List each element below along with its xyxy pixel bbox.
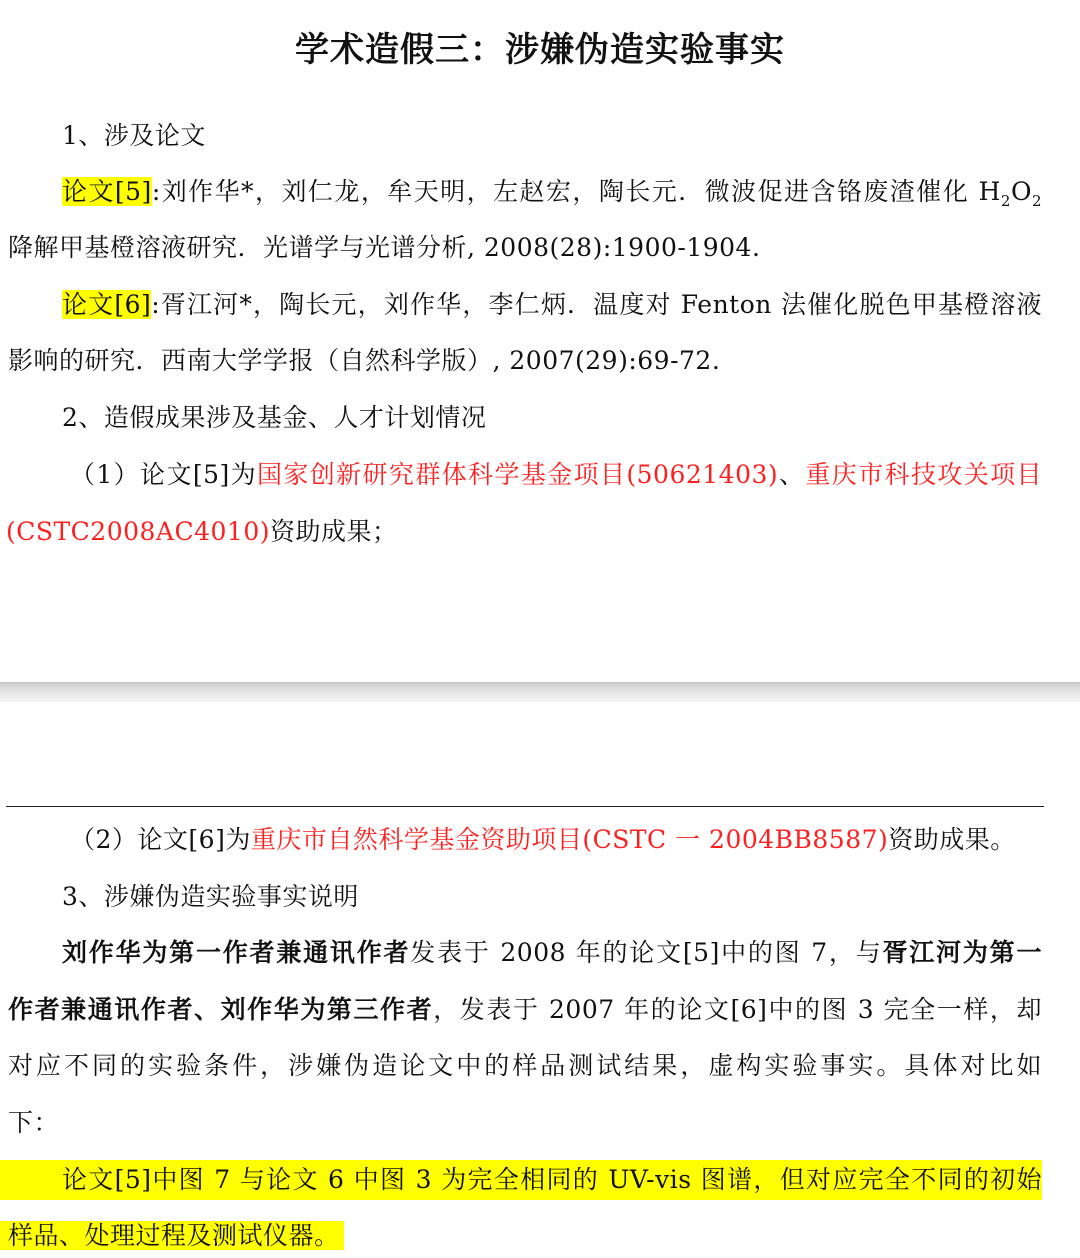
explanation-line-1 xyxy=(0,933,1080,973)
funding-2-tail: 资助成果。 xyxy=(888,825,1016,854)
explanation-line-2 xyxy=(0,990,1080,1030)
explanation-line-4: 下： xyxy=(8,1108,60,1137)
explanation-text-1: 发表于 2008 年的论文[5]中的图 7，与 xyxy=(410,938,883,967)
section-2-heading: 2、造假成果涉及基金、人才计划情况 xyxy=(62,403,487,432)
funding-1-line-2 xyxy=(0,512,1080,552)
conclusion-line-2 xyxy=(0,1216,1080,1256)
section-1-heading: 1、涉及论文 xyxy=(62,121,206,150)
funding-2-lead: （2）论文[6]为 xyxy=(70,825,251,854)
funding-1-lead: （1）论文[5]为 xyxy=(70,460,258,489)
conclusion-highlight-2: 样品、处理过程及测试仪器。 xyxy=(0,1221,344,1250)
oxygen-symbol: O xyxy=(1010,177,1032,206)
subscript-2: 2 xyxy=(1000,192,1011,210)
paper-5-tag: 论文[5] xyxy=(62,177,152,206)
paper-5-citation: :刘作华*，刘仁龙，牟天明，左赵宏，陶长元．微波促进含铬废渣催化 H xyxy=(151,177,1001,206)
xu-jianghe-phrase: 胥江河为第一 xyxy=(882,938,1042,967)
paper-6-line-2: 影响的研究．西南大学学报（自然科学版）, 2007(29):69-72. xyxy=(8,346,721,375)
funding-2-line xyxy=(0,820,1080,860)
funding-1-separator: 、 xyxy=(778,460,806,489)
first-author-phrase: 刘作华为第一作者兼通讯作者 xyxy=(62,938,411,967)
funding-1-grant-a: 国家创新研究群体科学基金项目(50621403) xyxy=(257,460,779,489)
page-break xyxy=(0,682,1080,702)
explanation-text-2: ，发表于 2007 年的论文[6]中的图 3 完全一样，却 xyxy=(433,995,1042,1024)
section-3-heading: 3、涉嫌伪造实验事实说明 xyxy=(62,882,359,911)
paper-6-citation: :胥江河*，陶长元，刘作华，李仁炳．温度对 Fenton 法催化脱色甲基橙溶液 xyxy=(151,290,1042,319)
explanation-line-3: 对应不同的实验条件，涉嫌伪造论文中的样品测试结果，虚构实验事实。具体对比如 xyxy=(8,1051,1042,1080)
paper-6-tag: 论文[6] xyxy=(62,290,152,319)
page-title: 学术造假三：涉嫌伪造实验事实 xyxy=(295,30,785,70)
conclusion-highlight-1: 论文[5]中图 7 与论文 6 中图 3 为完全相同的 UV-vis 图谱，但对应完全不同的初始 xyxy=(0,1160,1042,1200)
paper-6-line-1 xyxy=(0,285,1080,325)
subscript-2: 2 xyxy=(1031,192,1042,210)
paper-5-line-2: 降解甲基橙溶液研究．光谱学与光谱分析, 2008(28):1900-1904. xyxy=(8,233,761,262)
page-top-rule xyxy=(6,806,1044,807)
funding-2-grant: 重庆市自然科学基金资助项目(CSTC 一 2004BB8587) xyxy=(250,825,889,854)
funding-1-grant-b: 重庆市科技攻关项目 xyxy=(805,460,1042,489)
paper-5-line-1 xyxy=(0,172,1080,221)
funding-1-tail: 资助成果； xyxy=(270,517,398,546)
corresponding-author-phrase: 作者兼通讯作者、刘作华为第三作者 xyxy=(8,995,434,1024)
conclusion-line-1 xyxy=(0,1160,1080,1200)
funding-1-grant-b-code: (CSTC2008AC4010) xyxy=(6,517,270,546)
funding-1-line-1 xyxy=(0,455,1080,495)
